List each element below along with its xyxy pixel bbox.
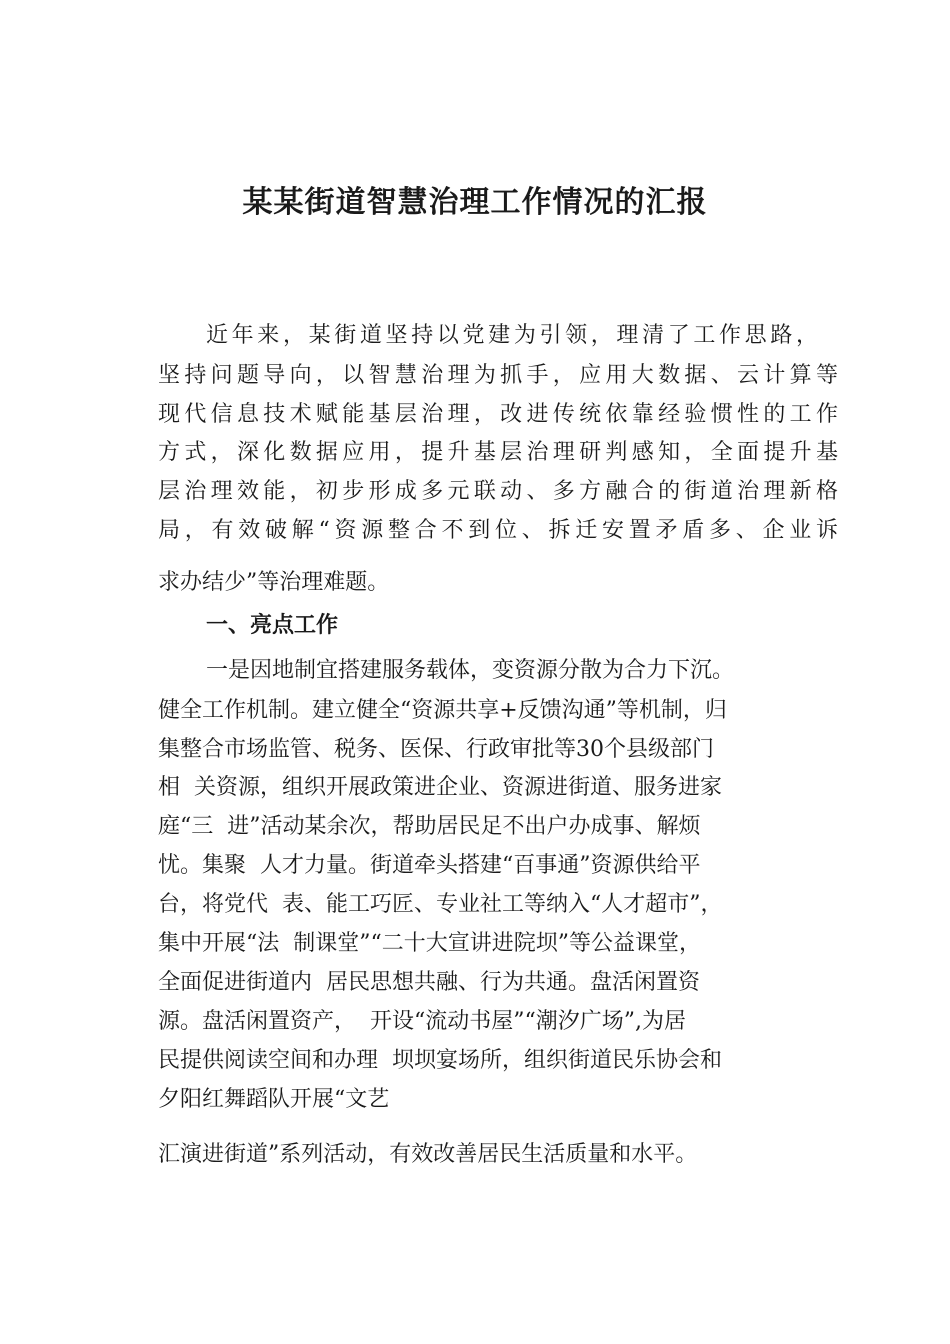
body-line-1: 一是因地制宜搭建服务载体，变资源分散为合力下沉。 bbox=[206, 658, 735, 683]
document-title: 某某街道智慧治理工作情况的汇报 bbox=[242, 185, 708, 220]
intro-line-5: 层治理效能，初步形成多元联动、多方融合的街道治理新格 bbox=[158, 479, 838, 504]
body-line-3: 集整合市场监管、税务、医保、行政审批等30个县级部门 bbox=[158, 737, 714, 762]
body-line-11: 民提供阅读空间和办理 坝坝宴场所，组织街道民乐协会和 bbox=[158, 1048, 722, 1073]
section-heading: 一、亮点工作 bbox=[206, 613, 339, 638]
body-line-12: 夕阳红舞蹈队开展“文艺 bbox=[158, 1087, 390, 1112]
body-line-13: 汇演进街道”系列活动，有效改善居民生活质量和水平。 bbox=[158, 1142, 698, 1167]
body-line-9: 全面促进街道内 居民思想共融、行为共通。盘活闲置资 bbox=[158, 970, 700, 995]
body-line-7: 台，将党代 表、能工巧匠、专业社工等纳入“人才超市”， bbox=[158, 892, 723, 917]
body-line-8: 集中开展“法 制课堂”“二十大宣讲进院坝”等公益课堂， bbox=[158, 931, 701, 956]
intro-line-7: 求办结少”等治理难题。 bbox=[158, 570, 390, 595]
body-line-10: 源。盘活闲置资产， 开设“流动书屋”“潮汐广场”,为居 bbox=[158, 1009, 686, 1034]
body-line-5: 庭“三 进”活动某余次，帮助居民足不出户办成事、解烦 bbox=[158, 814, 701, 839]
intro-line-4: 方式，深化数据应用，提升基层治理研判感知，全面提升基 bbox=[158, 440, 838, 465]
intro-line-2: 坚持问题导向，以智慧治理为抓手，应用大数据、云计算等 bbox=[158, 363, 838, 388]
body-line-4: 相 关资源，组织开展政策进企业、资源进街道、服务进家 bbox=[158, 775, 722, 800]
intro-line-3: 现代信息技术赋能基层治理，改进传统依靠经验惯性的工作 bbox=[158, 402, 838, 427]
intro-line-6: 局，有效破解“资源整合不到位、拆迁安置矛盾多、企业诉 bbox=[158, 518, 838, 543]
body-line-6: 忧。集聚 人才力量。街道牵头搭建“百事通”资源供给平 bbox=[158, 853, 701, 878]
intro-line-1: 近年来，某街道坚持以党建为引领，理清了工作思路， bbox=[206, 323, 818, 348]
body-line-2: 健全工作机制。建立健全“资源共享+反馈沟通”等机制，归 bbox=[158, 698, 727, 723]
